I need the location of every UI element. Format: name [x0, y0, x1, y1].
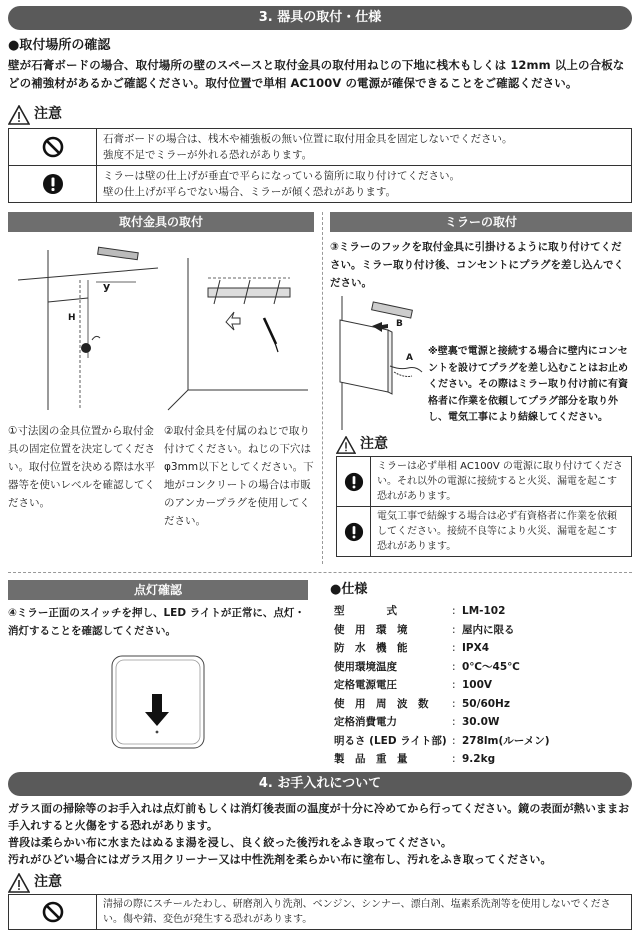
label-b: B: [396, 319, 403, 329]
caution-title-3: 注意: [8, 872, 62, 894]
caution-line: 壁の仕上げが平らでない場合、ミラーが傾く恐れがあります。: [103, 186, 397, 198]
spec-row: 型 式 : LM-102: [334, 605, 506, 617]
caution-table-3: [8, 894, 632, 930]
spec-row: 使 用 環 境 : 屋内に限る: [334, 623, 515, 636]
caution-table-1: [8, 128, 632, 203]
caution-row: [337, 457, 631, 507]
caution-line: ミラーは壁の仕上げが垂直で平らになっている箇所に取り付けてください。: [103, 170, 460, 182]
caution-row: [9, 895, 631, 929]
warning-triangle-icon: [8, 873, 30, 893]
mirror-mount-title: ミラーの取付: [330, 212, 632, 232]
step-1: ①寸法図の金具位置から取付金具の固定位置を決定してください。取付位置を決める際は水平器等を使いレベルを確認してください。: [8, 425, 155, 509]
step-4: ④ミラー正面のスイッチを押し、LED ライトが正常に、点灯・消灯することを確認してください。: [8, 607, 305, 637]
care-line: 汚れがひどい場合にはガラス用クリーナー又は中性洗剤を柔らかい布に塗布し、汚れをふき取ってください。: [8, 853, 552, 866]
spec-row: 使用環境温度 : 0℃〜45℃: [334, 660, 520, 673]
lighting-title: 点灯確認: [8, 580, 308, 600]
place-text: 壁が石膏ボードの場合、取付場所の壁のスペースと取付金具の取付用ねじの下地に桟木もしくは 12mm 以上の合板などの補強材があるかご確認ください。取付位置で単相 AC100V の電源が確保できることをご確認ください。: [8, 58, 625, 90]
spec-table: [334, 602, 632, 769]
row-divider: [8, 572, 632, 573]
mirror-front-diagram: [108, 654, 208, 750]
caution-line: 石膏ボードの場合は、桟木や補強板の無い位置に取付用金具を固定しないでください。: [103, 133, 513, 145]
caution-line: 強度不足でミラーが外れる恐れがあります。: [103, 149, 313, 161]
exclamation-icon: [9, 166, 97, 202]
caution-title-1: 注意: [8, 104, 62, 126]
label-a: A: [406, 353, 413, 363]
spec-row: 使 用 周 波 数 : 50/60Hz: [334, 697, 510, 710]
caution-row: [9, 129, 631, 166]
place-heading: ●取付場所の確認: [8, 38, 111, 53]
exclamation-icon: [337, 507, 371, 556]
care-line: ガラス面の掃除等のお手入れは点灯前もしくは消灯後表面の温度が十分に冷めてから行ってください。鏡の表面が熱いままお手入れすると火傷をする恐れがあります。: [8, 802, 630, 832]
step-2: ②取付金具を付属のねじで取り付けてください。ねじの下穴はφ3mm以下としてください。下地がコンクリートの場合は市販のアンカープラグを使用してください。: [164, 425, 314, 527]
label-y: y: [103, 280, 111, 293]
caution-title-2: 注意: [336, 434, 388, 456]
mirror-mount-diagram: [330, 296, 430, 430]
caution-row: [9, 166, 631, 202]
section-4-banner: 4. お手入れについて: [8, 772, 632, 796]
label-h: H: [68, 313, 76, 323]
caution-table-2: [336, 456, 632, 557]
spec-row: 明るさ (LED ライト部) : 278lm(ルーメン): [334, 734, 550, 747]
care-line: 普段は柔らかい布に水またはぬるま湯を浸し、良く絞った後汚れをふき取ってください。: [8, 836, 452, 849]
spec-row: 防 水 機 能 : IPX4: [334, 642, 490, 654]
prohibition-icon: [9, 895, 97, 929]
column-divider: [322, 212, 323, 564]
spec-heading: ●仕様: [330, 582, 368, 597]
caution-line: 清掃の際にスチールたわし、研磨剤入り洗剤、ベンジン、シンナー、漂白剤、塩素系洗剤等を使用しないでください。傷や錆、変色が発生する恐れがあります。: [103, 899, 611, 925]
mirror-note: ※壁裏で電源と接続する場合に壁内にコンセントを設けてプラグを差し込むことはお止めください。その際はミラー取り付け前に有資格者に作業を依頼してプラグ部分を取り外し、電気工事により結線してください。: [428, 346, 628, 423]
caution-row: [337, 507, 631, 556]
spec-row: 製 品 重 量 : 9.2kg: [334, 753, 496, 765]
prohibition-icon: [9, 129, 97, 165]
bracket-title: 取付金具の取付: [8, 212, 314, 232]
caution-line: ミラーは必ず単相 AC100V の電源に取り付けてください。それ以外の電源に接続すると火災、漏電を起こす恐れがあります。: [377, 461, 623, 502]
warning-triangle-icon: [336, 436, 356, 454]
caution-line: 電気工事で結線する場合は必ず有資格者に作業を依頼してください。接続不良等により火災、漏電を起こす恐れがあります。: [377, 511, 617, 552]
care-text: [8, 800, 632, 868]
spec-row: 定格消費電力 : 30.0W: [334, 716, 500, 728]
exclamation-icon: [337, 457, 371, 506]
step-3: ③ミラーのフックを取付金具に引掛けるように取り付けてください。ミラー取り付け後、コンセントにプラグを差し込んでください。: [330, 241, 624, 289]
bracket-diagram: [8, 240, 314, 416]
spec-row: 定格電源電圧 : 100V: [334, 679, 493, 691]
section-3-banner: 3. 器具の取付・仕様: [8, 6, 632, 30]
warning-triangle-icon: [8, 105, 30, 125]
